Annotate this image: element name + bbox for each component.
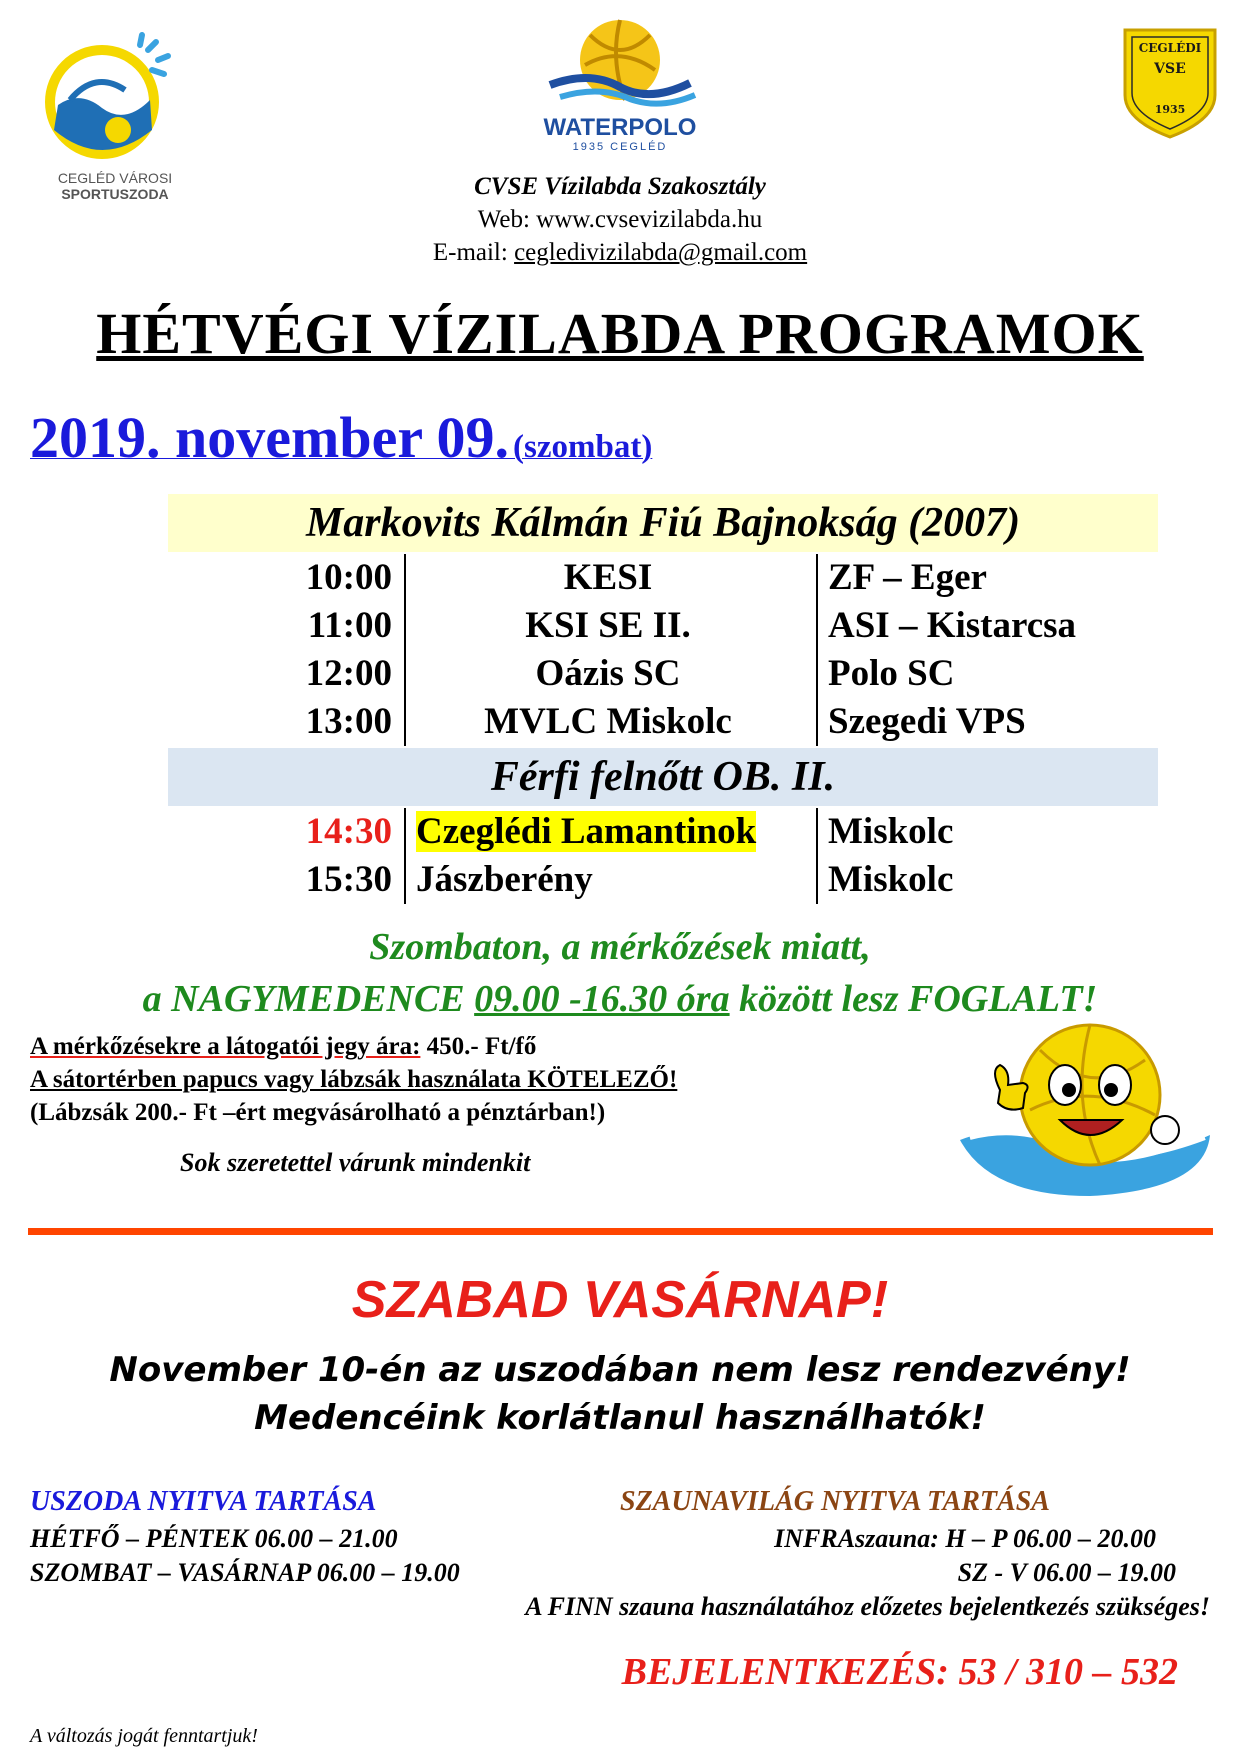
- event-date: [30, 404, 652, 471]
- footer-note: A változás jogát fenntartjuk!: [30, 1725, 258, 1747]
- vse-logo-line2: VSE: [1154, 61, 1186, 77]
- ball-mascot: [950, 1020, 1220, 1200]
- booking-phone: BEJELENTKEZÉS: 53 / 310 – 532: [621, 1651, 1178, 1693]
- sauna-hours-infra: INFRAszauna: H – P 06.00 – 20.00: [774, 1524, 1156, 1553]
- waterpolo-logo-sub: 1935 CEGLÉD: [572, 141, 668, 153]
- waterpolo-logo: [530, 15, 710, 155]
- pool-hours-title: USZODA NYITVA TARTÁSA: [30, 1486, 377, 1517]
- section-title-men: Férfi felnőtt OB. II.: [168, 748, 1158, 806]
- pool-hours-weekday: HÉTFŐ – PÉNTEK 06.00 – 21.00: [30, 1524, 398, 1553]
- sauna-hours-weekend: SZ - V 06.00 – 19.00: [957, 1558, 1176, 1587]
- web-address: Web: www.cvsevizilabda.hu: [477, 206, 763, 233]
- table-divider: [404, 554, 406, 746]
- match-time: 12:00: [305, 653, 392, 694]
- match-home: Oázis SC: [535, 653, 681, 694]
- vse-logo-line3: 1935: [1154, 103, 1186, 116]
- match-home: KESI: [563, 557, 653, 598]
- socks-line: (Lábzsák 200.- Ft –ért megvásárolható a pénztárban!): [30, 1099, 606, 1126]
- email-line: [0, 236, 1240, 269]
- match-home: Jászberény: [416, 859, 593, 900]
- notice-line2: [0, 974, 1240, 1024]
- match-time: 15:30: [305, 859, 392, 900]
- table-divider: [816, 808, 818, 904]
- match-time: 11:00: [307, 605, 392, 646]
- logo-caption-line1: CEGLÉD VÁROSI: [57, 170, 173, 186]
- notice-line2-a: a NAGYMEDENCE: [142, 978, 475, 1020]
- match-row: [168, 698, 1158, 746]
- match-row: [168, 602, 1158, 650]
- match-away: Miskolc: [828, 811, 954, 852]
- ticket-price-line: [30, 1030, 536, 1063]
- match-away: Miskolc: [828, 859, 954, 900]
- match-time: 13:00: [305, 701, 392, 742]
- section-divider: [28, 1228, 1213, 1235]
- match-away: ZF – Eger: [828, 557, 987, 598]
- finn-sauna-note: A FINN szauna használatához előzetes bejelentkezés szükséges!: [525, 1592, 1210, 1621]
- swimmer-logo-icon: [40, 30, 190, 165]
- sunday-line1: November 10-én az uszodában nem lesz rendezvény!: [109, 1350, 1131, 1390]
- ceglédi-vse-logo: [1120, 25, 1220, 140]
- notice-line2-c: között lesz FOGLALT!: [729, 978, 1098, 1020]
- notice-line1: Szombaton, a mérkőzések miatt,: [369, 926, 871, 968]
- event-date-main: 2019. november 09.: [30, 405, 510, 470]
- match-row: [168, 808, 1158, 856]
- org-name: CVSE Vízilabda Szakosztály: [474, 173, 766, 200]
- match-away: Szegedi VPS: [828, 701, 1026, 742]
- match-row: [168, 554, 1158, 602]
- match-away: Polo SC: [828, 653, 955, 694]
- vse-logo-line1: CEGLÉDI: [1138, 41, 1202, 55]
- email-link[interactable]: cegledivizilabda@gmail.com: [514, 239, 808, 266]
- match-home: [416, 808, 810, 856]
- table-divider: [816, 554, 818, 746]
- match-time: 10:00: [305, 557, 392, 598]
- match-time: 14:30: [305, 811, 392, 852]
- slippers-text: A sátortérben papucs vagy lábzsák használata KÖTELEZŐ!: [30, 1066, 678, 1093]
- table-divider: [404, 808, 406, 904]
- ticket-price: 450.- Ft/fő: [420, 1033, 537, 1060]
- sunday-title: SZABAD VASÁRNAP!: [351, 1271, 889, 1329]
- notice-line2-b: 09.00 -16.30 óra: [474, 978, 730, 1020]
- match-home-highlight: Czeglédi Lamantinok: [416, 811, 757, 852]
- header-info: [0, 170, 1240, 269]
- page-title: HÉTVÉGI VÍZILABDA PROGRAMOK: [96, 301, 1144, 366]
- match-home: KSI SE II.: [525, 605, 691, 646]
- match-home: MVLC Miskolc: [484, 701, 732, 742]
- section-title-boys: Markovits Kálmán Fiú Bajnokság (2007): [168, 494, 1158, 552]
- welcome-text: Sok szeretettel várunk mindenkit: [180, 1148, 531, 1177]
- waterpolo-ball-icon: [530, 15, 710, 110]
- event-day: (szombat): [513, 429, 653, 465]
- logo-caption-line2: SPORTUSZODA: [61, 186, 169, 202]
- match-row: [168, 856, 1158, 904]
- email-label: E-mail:: [432, 239, 515, 266]
- ticket-label: A mérkőzésekre a látogatói jegy ára:: [30, 1033, 421, 1060]
- sunday-line2: Medencéink korlátlanul használhatók!: [254, 1398, 986, 1438]
- waterpolo-logo-text: WATERPOLO: [543, 114, 697, 141]
- pool-hours-weekend: SZOMBAT – VASÁRNAP 06.00 – 19.00: [30, 1558, 460, 1587]
- match-away: ASI – Kistarcsa: [828, 605, 1077, 646]
- slippers-line: [30, 1063, 677, 1096]
- match-row: [168, 650, 1158, 698]
- sauna-hours-title: SZAUNAVILÁG NYITVA TARTÁSA: [620, 1486, 1050, 1517]
- waterpolo-mascot-icon: [950, 1020, 1220, 1200]
